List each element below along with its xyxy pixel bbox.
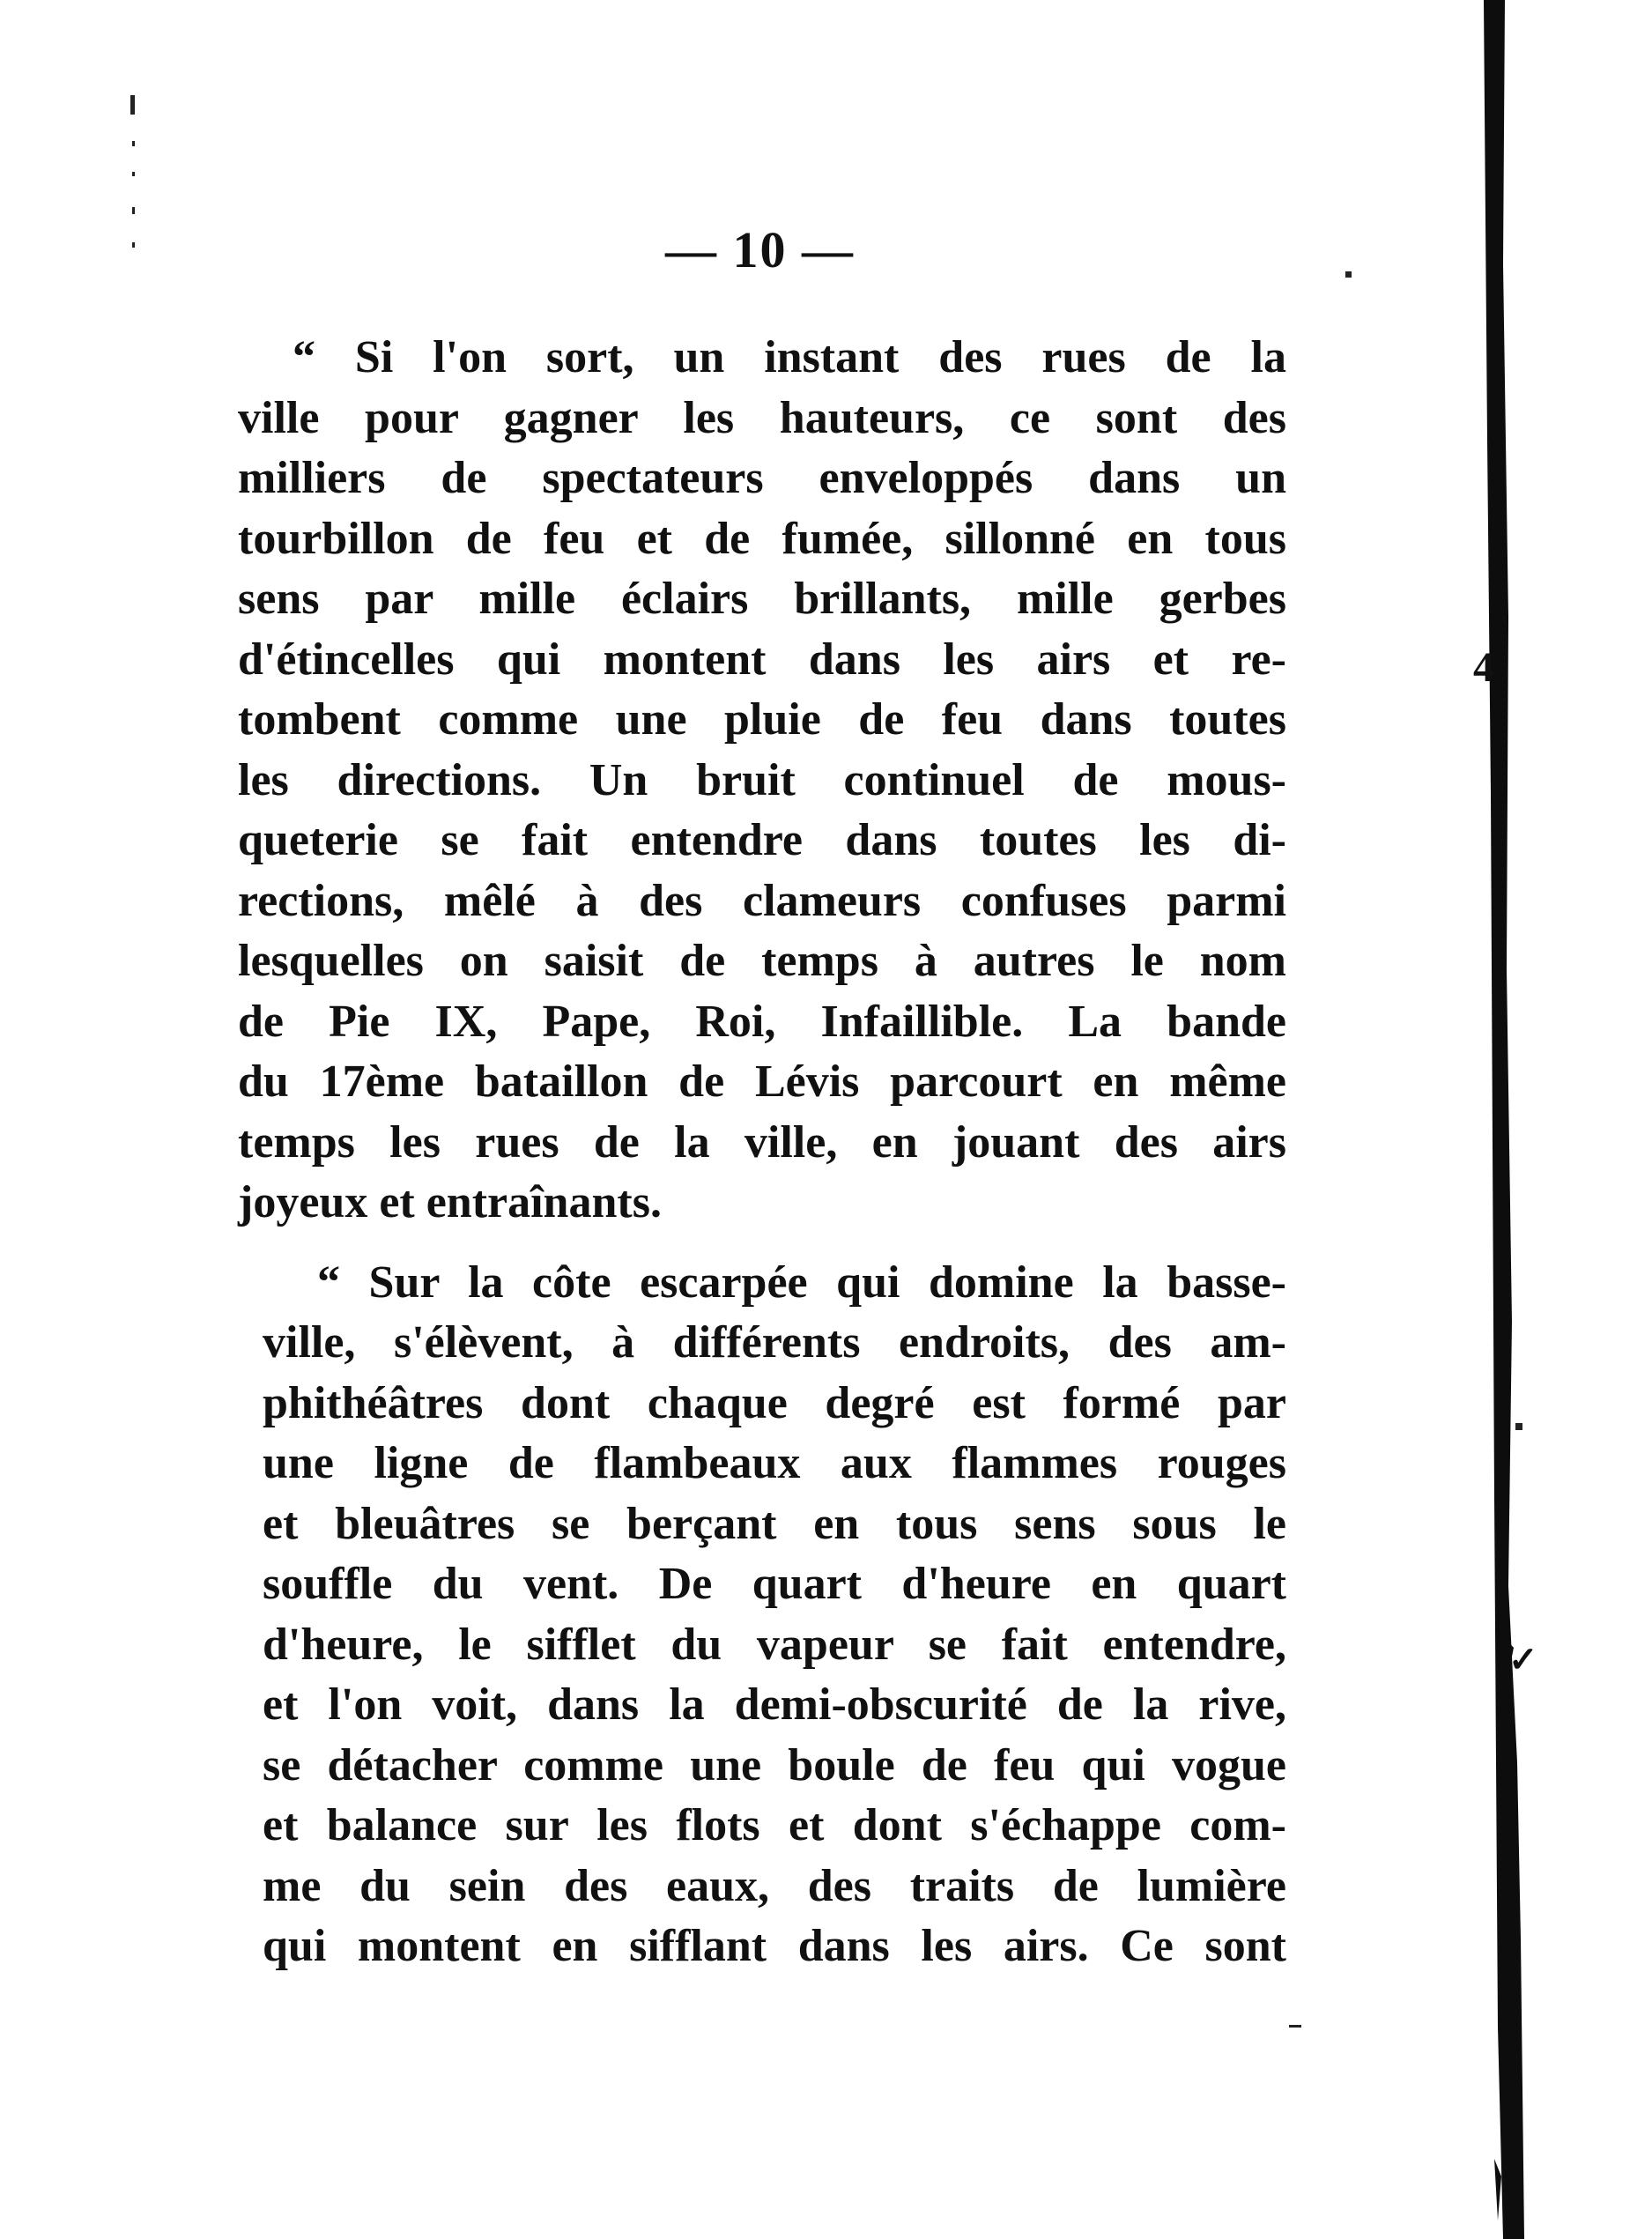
text-line: qui montent en sifflant dans les airs. Ce sont [263,1921,1286,1971]
paragraph-gap [238,1234,1286,1253]
text-line: sens par mille éclairs brillants, mille gerbes [238,574,1286,624]
margin-mark-digit: 4 [1473,644,1494,691]
text-line: “ Sur la côte escarpée qui domine la basse- [317,1257,1286,1308]
text-line: ville pour gagner les hauteurs, ce sont des [238,392,1286,443]
text-line: queterie se fait entendre dans toutes les di- [238,815,1286,865]
text-line: de Pie IX, Pape, Roi, Infaillible. La bande [238,996,1286,1047]
page-number: — 10 — [665,221,855,278]
text-line: se détacher comme une boule de feu qui vogue [263,1739,1286,1790]
text-line: milliers de spectateurs enveloppés dans un [238,453,1286,503]
body-text [238,328,1286,1977]
text-line: ville, s'élèvent, à différents endroits, des am- [263,1317,1286,1368]
paragraph-1 [238,328,1286,1234]
text-line: temps les rues de la ville, en jouant des airs [238,1116,1286,1168]
text-line: joyeux et entraînants. [238,1177,662,1227]
scan-speck [130,95,135,115]
scan-speck [1515,1423,1522,1430]
scan-speck [132,141,135,146]
text-line: du 17ème bataillon de Lévis parcourt en même [238,1056,1286,1107]
text-line: les directions. Un bruit continuel de mous- [238,754,1286,805]
scan-speck [1345,271,1352,278]
scan-speck [132,207,135,214]
paragraph-2 [263,1253,1286,1977]
text-line: et l'on voit, dans la demi-obscurité de la rive, [263,1679,1286,1730]
text-line: souffle du vent. De quart d'heure en quart [263,1559,1286,1609]
text-line: phithéâtres dont chaque degré est formé par [263,1377,1286,1428]
text-line: une ligne de flambeaux aux flammes rouges [263,1438,1286,1488]
text-line: lesquelles on saisit de temps à autres le nom [238,936,1286,986]
check-mark-icon: ✓ [1508,1640,1538,1679]
text-line: d'heure, le sifflet du vapeur se fait entendre, [263,1619,1286,1670]
text-line: “ Si l'on sort, un instant des rues de la [293,332,1286,382]
text-line: tombent comme une pluie de feu dans toutes [238,694,1286,745]
scan-speck [132,172,135,176]
scan-speck [1289,2025,1301,2028]
text-line: et balance sur les flots et dont s'échappe com- [263,1800,1286,1850]
binding-shadow [1482,0,1533,2239]
text-line: rections, mêlé à des clameurs confuses parmi [238,875,1286,926]
text-line: d'étincelles qui montent dans les airs et re- [238,634,1286,685]
text-line: tourbillon de feu et de fumée, sillonné en tous [238,513,1286,564]
scan-speck [132,242,135,248]
text-line: me du sein des eaux, des traits de lumière [263,1860,1286,1911]
text-line: et bleuâtres se berçant en tous sens sous le [263,1498,1286,1549]
